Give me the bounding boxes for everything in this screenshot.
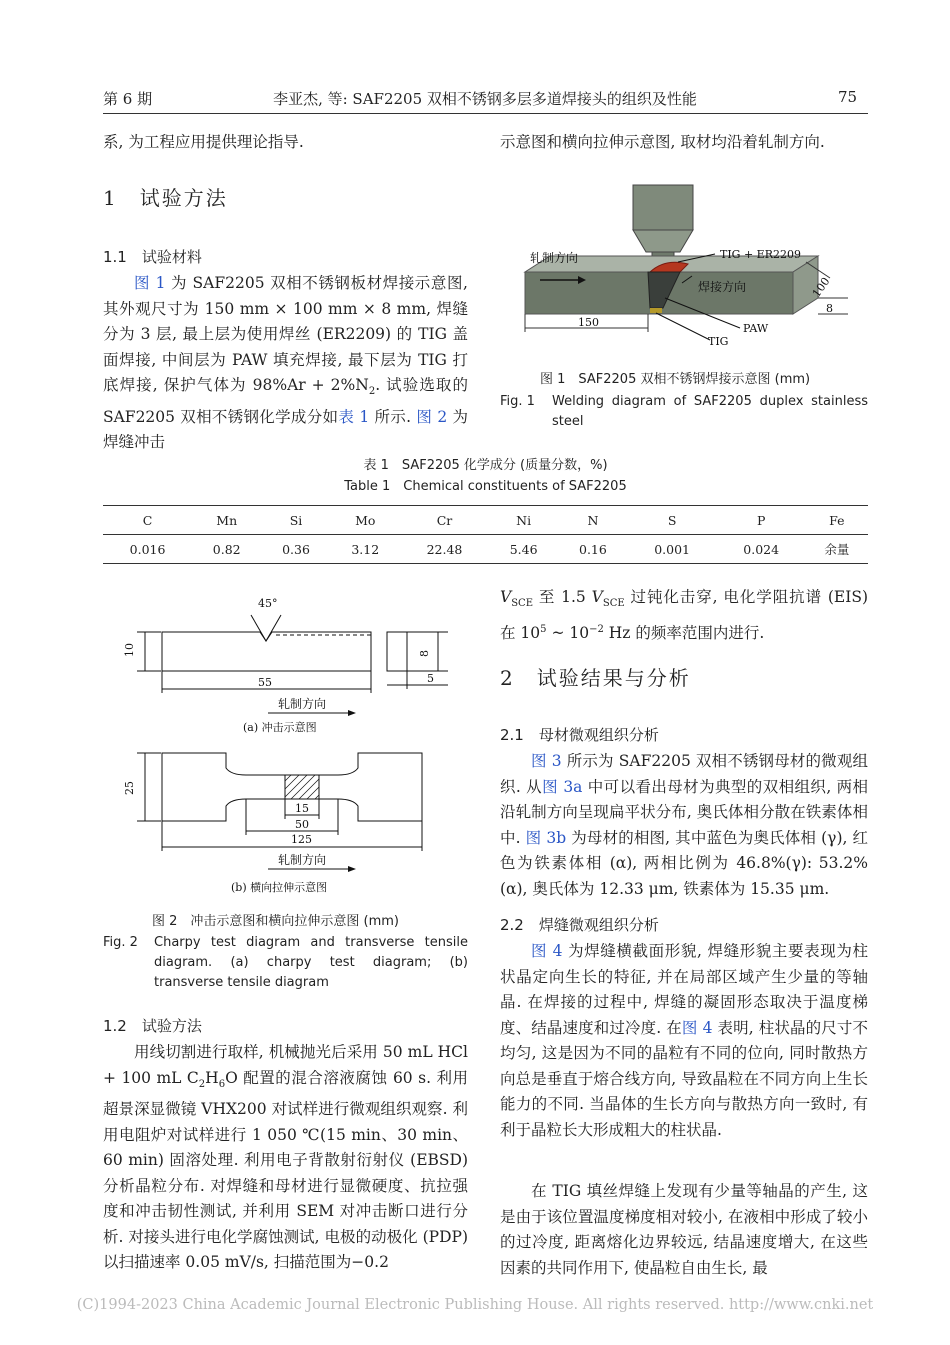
fig1-link[interactable]: 图 1	[134, 274, 166, 292]
fig1-tig-label: TIG	[708, 335, 729, 348]
torch-nozzle	[633, 230, 693, 252]
sub12-title: 1.2 试验方法	[103, 1017, 202, 1035]
fig2a-sublabel: (a) 冲击示意图	[243, 721, 317, 734]
figure2-test-diagrams	[103, 585, 468, 905]
col-Cr: Cr	[436, 512, 453, 528]
cell-S: 0.001	[654, 541, 690, 557]
cell-C: 0.016	[129, 541, 166, 557]
tensile-gauge-area	[285, 775, 319, 799]
table-row	[103, 535, 868, 564]
fig4-link[interactable]: 图 4	[531, 942, 563, 960]
fig2-caption-cn: 图 2 冲击示意图和横向拉伸示意图 (mm)	[152, 914, 400, 929]
fig2a-angle: 45°	[258, 597, 278, 610]
fig1-caption-cn: 图 1 SAF2205 双相不锈钢焊接示意图 (mm)	[540, 372, 811, 387]
para-vsce: $V_{SCE}$ 至 1.5 $V_{SCE}$ 过钝化击穿, 电化学阻抗谱 (EIS) 在 $10^5$ ~ $10^{-2}$ Hz 的频率范围内进行.	[500, 588, 868, 642]
page-number: 75	[838, 88, 858, 106]
table1-caption-cn: 表 1 SAF2205 化学成分 (质量分数，%)	[363, 458, 608, 473]
table1-caption-en: Table 1 Chemical constituents of SAF2205	[344, 479, 627, 494]
table1-link[interactable]: 表 1	[338, 407, 370, 426]
left-intro-line: 系, 为工程应用提供理论指导.	[103, 133, 304, 151]
sub11-title: 1.1 试验材料	[103, 248, 202, 266]
para-methods: 用线切割进行取样, 机械抛光后采用 50 mL HCl + 100 mL $C_2H_6O$ 配置的混合溶液腐蚀 60 s. 利用超景深显微镜 VHX200 对试样进行微观组织观察. 利用电阻炉对试样进行 1 050 ℃(15 min、30 min、60 min) 固溶处理. 利用电子背散射衍射仪 (EBSD) 分析晶粒分布. 对焊缝和母材进行显微硬度、抗拉强度和冲击韧性测试, 并利用 SEM 对冲击断口进行分析. 对接头进行电化学腐蚀测试, 电极的动极化 (PDP) 以扫描速率 0.05 mV/s, 扫描范围为−0.2	[103, 1043, 468, 1272]
col-Mo: Mo	[355, 512, 376, 528]
issue-number: 第 6 期	[103, 90, 153, 108]
fig3b-link[interactable]: 图 3b	[525, 828, 567, 847]
fig2a-width: 5	[427, 672, 434, 685]
col-Fe: Fe	[829, 512, 845, 528]
header-rule	[103, 113, 868, 114]
sub21-title: 2.1 母材微观组织分析	[500, 726, 659, 744]
fig2-caption-en: Charpy test diagram and transverse tensile diagram. (a) charpy test diagram; (b) transverse tensile diagram	[154, 935, 468, 990]
fig4-link-2[interactable]: 图 4	[681, 1018, 713, 1037]
cell-N: 0.16	[579, 541, 607, 557]
fig2b-height: 25	[123, 781, 136, 795]
right-intro-line: 示意图和横向拉伸示意图, 取材均沿着轧制方向.	[500, 133, 825, 151]
fig2a-length: 55	[258, 676, 272, 689]
cell-Ni: 5.46	[509, 541, 538, 557]
fig2-caption-en-label: Fig. 2	[103, 935, 138, 950]
para-weld-micro: 图 4 为焊缝横截面形貌, 焊缝形貌主要表现为柱状晶定向生长的特征, 并在局部区域产生少量的等轴晶. 在焊接的过程中, 焊缝的凝固形态取决于温度梯度、结晶速度和过冷度. 在图 4 表明, 柱状晶的尺寸不均匀, 这是因为不同的晶粒有不同的位向, 同时散热方向总是垂直于熔合线方向, 导致晶粒在不同方向上生长能力的不同. 当晶体的生长方向与散热方向一致时, 有利于晶粒长大形成粗大的柱状晶.	[500, 942, 868, 1139]
section2-title: 2 试验结果与分析	[500, 666, 691, 690]
fig1-paw-label: PAW	[743, 322, 769, 335]
copyright-footer: (C)1994-2023 China Academic Journal Electronic Publishing House. All rights reserved. http://www.cnki.net	[76, 1297, 874, 1313]
fig2a-rolling-label: 轧制方向	[278, 697, 327, 711]
tensile-specimen	[162, 753, 422, 821]
fig1-weld-dir-label: 焊接方向	[698, 280, 747, 294]
fig2b-gauge: 15	[295, 802, 309, 815]
figure1-welding-diagram	[500, 180, 868, 360]
fig1-rolling-label: 轧制方向	[530, 251, 579, 265]
fig1-dim-100: 100	[809, 275, 833, 300]
torch-body	[633, 185, 693, 230]
fig2b-mid: 50	[295, 818, 309, 831]
col-N: N	[587, 512, 599, 528]
cell-Mn: 0.82	[212, 541, 241, 557]
cell-Fe: 余量	[824, 542, 850, 557]
para-tig-equiaxed: 在 TIG 填丝焊缝上发现有少量等轴晶的产生, 这是由于该位置温度梯度相对较小, 在液相中形成了较小的过冷度, 距离熔化边界较远, 结晶速度增大, 在这些因素的共同作用下, 使晶粒自由生长, 最	[500, 1182, 868, 1277]
cell-Cr: 22.48	[426, 541, 463, 557]
col-S: S	[667, 512, 677, 528]
fig1-caption-en: Welding diagram of SAF2205 duplex stainless steel	[552, 394, 868, 429]
fig3a-link[interactable]: 图 3a	[542, 777, 583, 796]
fig1-tig-er-label: TIG + ER2209	[720, 248, 801, 261]
fig2-link[interactable]: 图 2	[416, 407, 448, 426]
table-header-row	[103, 506, 868, 535]
fig2b-total: 125	[291, 833, 312, 846]
running-title: 李亚杰, 等: SAF2205 双相不锈钢多层多道焊接头的组织及性能	[273, 90, 697, 108]
table1-chemical-composition	[103, 505, 868, 564]
fig1-dim-150: 150	[578, 316, 599, 329]
fig1-dim-8: 8	[826, 302, 833, 315]
fig2a-height: 10	[123, 643, 136, 657]
sub22-title: 2.2 焊缝微观组织分析	[500, 916, 659, 934]
cell-Mo: 3.12	[351, 541, 380, 557]
section1-title: 1 试验方法	[103, 186, 228, 210]
para-base-metal: 图 3 所示为 SAF2205 双相不锈钢母材的微观组织. 从图 3a 中可以看出母材为典型的双相组织, 两相沿轧制方向呈现扁平状分布, 奥氏体相分散在铁素体相中. 图 3b 为母材的相图, 其中蓝色为奥氏体相 (γ), 红色为铁素体相 (α), 两相比例为 46.8%(γ): 53.2%(α), 奥氏体为 12.33 μm, 铁素体为 15.35 μm.	[500, 752, 869, 898]
cell-Si: 0.36	[282, 541, 310, 557]
col-Mn: Mn	[216, 512, 238, 528]
fig2b-rolling-label: 轧制方向	[278, 853, 327, 867]
col-P: P	[756, 512, 766, 528]
charpy-specimen	[162, 632, 371, 671]
col-Ni: Ni	[516, 512, 532, 528]
col-C: C	[142, 512, 153, 528]
fig2b-sublabel: (b) 横向拉伸示意图	[231, 881, 328, 894]
cell-P: 0.024	[743, 541, 780, 557]
charpy-cross-section	[387, 632, 407, 671]
para-materials: 图 1 为 SAF2205 双相不锈钢板材焊接示意图, 其外观尺寸为 150 mm × 100 mm × 8 mm, 焊缝分为 3 层, 最上层为使用焊丝 (ER2209) 的 TIG 盖面焊接, 中间层为 PAW 填充焊接, 最下层为 TIG 打底焊接, 保护气体为 $98\%Ar + 2\%N_2$. 试验选取的 SAF2205 双相不锈钢化学成分如表 1 所示. 图 2 为焊缝冲击	[103, 274, 468, 452]
fig1-caption-en-label: Fig. 1	[500, 394, 535, 409]
fig2a-thick: 8	[418, 650, 431, 657]
col-Si: Si	[289, 512, 303, 528]
fig3-link[interactable]: 图 3	[531, 752, 562, 770]
